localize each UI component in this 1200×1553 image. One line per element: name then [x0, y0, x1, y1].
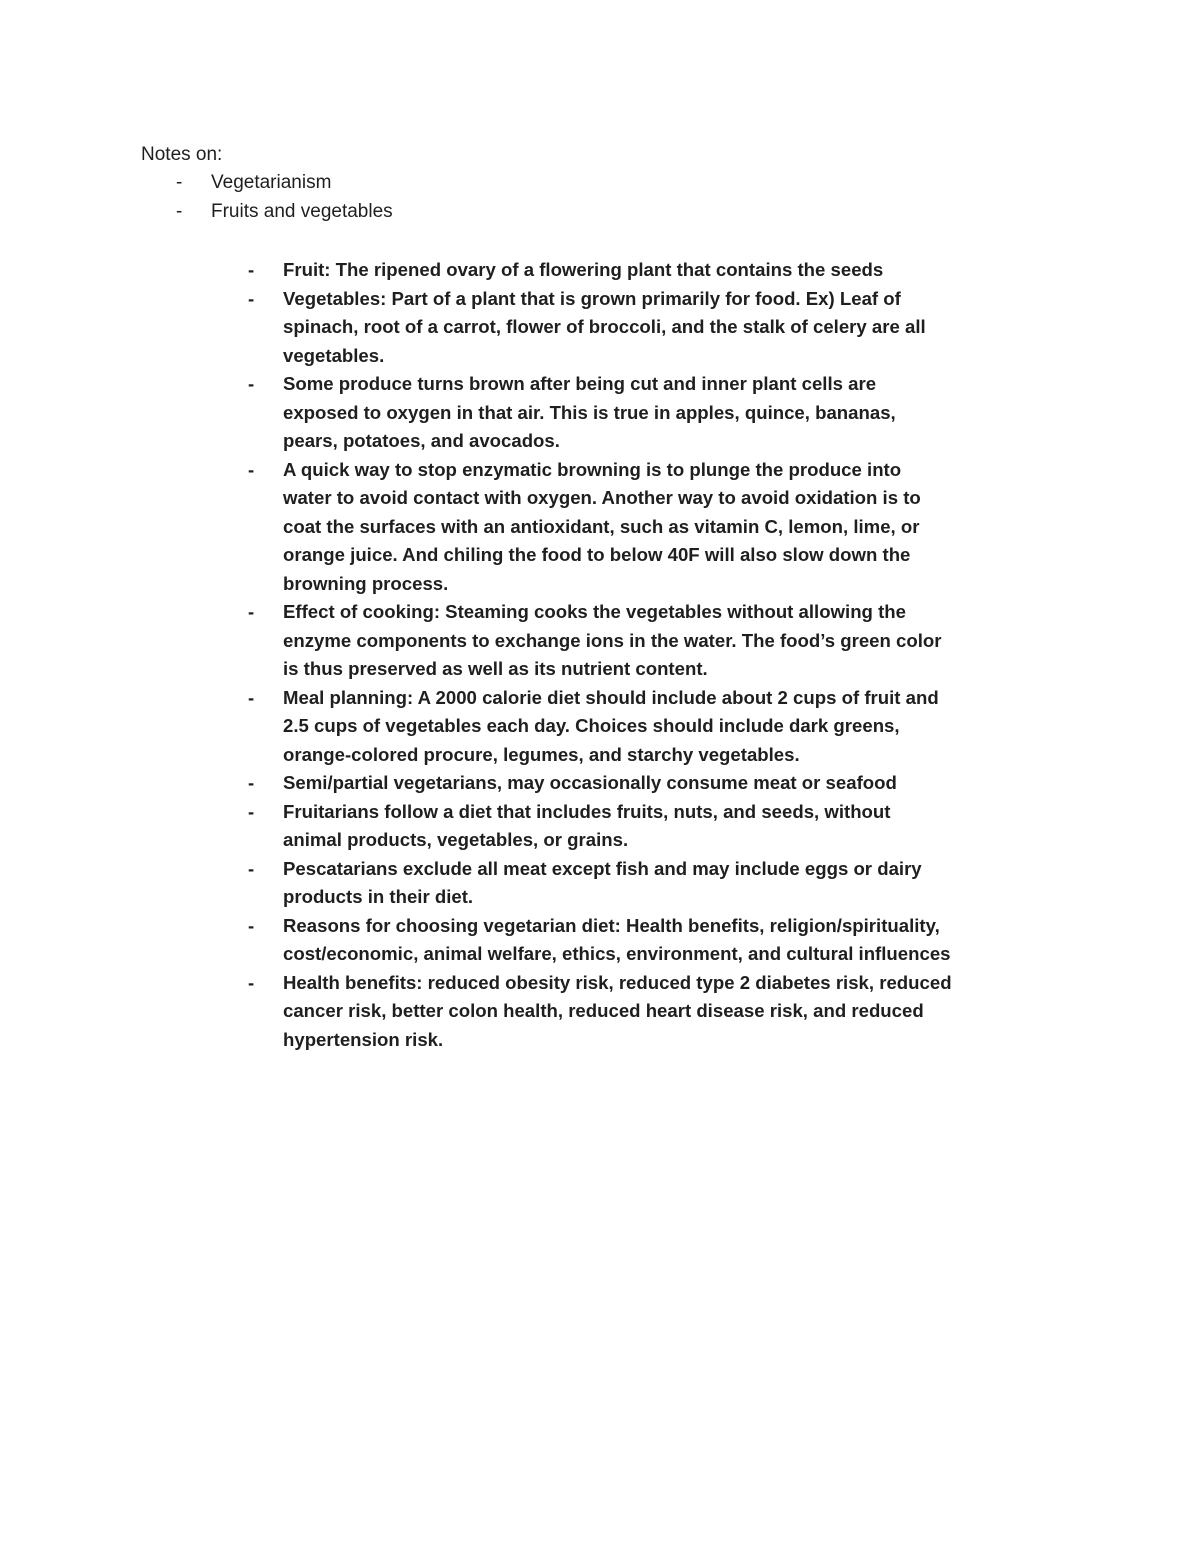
notes-list [0, 256, 1200, 1054]
note-line: coat the surfaces with an antioxidant, such as vitamin C, lemon, lime, or [283, 515, 920, 537]
note-line: Meal planning: A 2000 calorie diet should include about 2 cups of fruit and [283, 686, 939, 708]
note-item [0, 370, 1200, 456]
note-line: cost/economic, animal welfare, ethics, environment, and cultural influences [283, 943, 951, 964]
note-line: is thus preserved as well as its nutrient content. [283, 658, 708, 679]
note-line: Fruitarians follow a diet that includes fruits, nuts, and seeds, without [283, 800, 891, 822]
note-line: 2.5 cups of vegetables each day. Choices should include dark greens, [283, 715, 900, 736]
note-item [0, 912, 1200, 969]
note-text [283, 256, 1073, 285]
topic-text: Fruits and vegetables [211, 200, 393, 222]
note-line: orange juice. And chiling the food to below 40F will also slow down the [283, 544, 911, 565]
note-line: exposed to oxygen in that air. This is true in apples, quince, bananas, [283, 401, 896, 423]
dash-bullet: - [248, 373, 255, 394]
note-line: water to avoid contact with oxygen. Another way to avoid oxidation is to [283, 487, 921, 508]
note-line: Health benefits: reduced obesity risk, reduced type 2 diabetes risk, reduced [283, 971, 952, 993]
note-item [0, 769, 1200, 798]
dash-bullet: - [248, 458, 255, 480]
dash-bullet: - [248, 686, 255, 708]
dash-bullet: - [248, 287, 255, 309]
dash-bullet: - [176, 172, 183, 193]
dash-bullet: - [248, 914, 255, 936]
note-line: Semi/partial vegetarians, may occasionally consume meat or seafood [283, 772, 897, 793]
dash-bullet: - [248, 857, 255, 879]
note-item [0, 684, 1200, 770]
topics-list [0, 171, 1200, 228]
note-line: animal products, vegetables, or grains. [283, 829, 629, 850]
note-line: Pescatarians exclude all meat except fish and may include eggs or dairy [283, 857, 922, 879]
note-text [283, 598, 1073, 684]
note-line: enzyme components to exchange ions in the water. The food’s green color [283, 629, 942, 651]
note-line: Fruit: The ripened ovary of a flowering plant that contains the seeds [283, 259, 884, 280]
note-line: Reasons for choosing vegetarian diet: Health benefits, religion/spirituality, [283, 914, 940, 936]
note-line: browning process. [283, 572, 449, 594]
note-line: products in their diet. [283, 886, 474, 907]
note-line: hypertension risk. [283, 1028, 444, 1050]
note-line: Vegetables: Part of a plant that is grown primarily for food. Ex) Leaf of [283, 287, 901, 309]
note-text [283, 684, 1073, 770]
dash-bullet: - [176, 200, 183, 222]
notes-heading: Notes on: [141, 144, 223, 165]
note-text [283, 969, 1073, 1055]
note-item [0, 969, 1200, 1055]
note-line: Effect of cooking: Steaming cooks the vegetables without allowing the [283, 601, 906, 622]
note-item [0, 456, 1200, 599]
note-line: A quick way to stop enzymatic browning is to plunge the produce into [283, 458, 902, 480]
note-item [0, 256, 1200, 285]
note-line: orange-colored procure, legumes, and starchy vegetables. [283, 743, 800, 765]
note-line: pears, potatoes, and avocados. [283, 430, 560, 451]
topic-text: Vegetarianism [211, 172, 332, 193]
note-item [0, 598, 1200, 684]
note-item [0, 285, 1200, 371]
dash-bullet: - [248, 772, 255, 793]
note-text [283, 855, 1073, 912]
note-line: spinach, root of a carrot, flower of broccoli, and the stalk of celery are all [283, 316, 926, 337]
note-text [283, 769, 1073, 798]
note-text [283, 285, 1073, 371]
note-text [283, 370, 1073, 456]
topic-item [0, 171, 1200, 200]
note-text [283, 456, 1073, 599]
note-line: cancer risk, better colon health, reduced heart disease risk, and reduced [283, 1000, 924, 1021]
dash-bullet: - [248, 601, 255, 622]
dash-bullet: - [248, 800, 255, 822]
note-line: Some produce turns brown after being cut and inner plant cells are [283, 373, 877, 394]
note-text [283, 912, 1073, 969]
note-item [0, 798, 1200, 855]
dash-bullet: - [248, 971, 255, 993]
note-text [283, 798, 1073, 855]
topic-item [0, 200, 1200, 229]
note-line: vegetables. [283, 344, 385, 366]
note-item [0, 855, 1200, 912]
dash-bullet: - [248, 259, 255, 280]
